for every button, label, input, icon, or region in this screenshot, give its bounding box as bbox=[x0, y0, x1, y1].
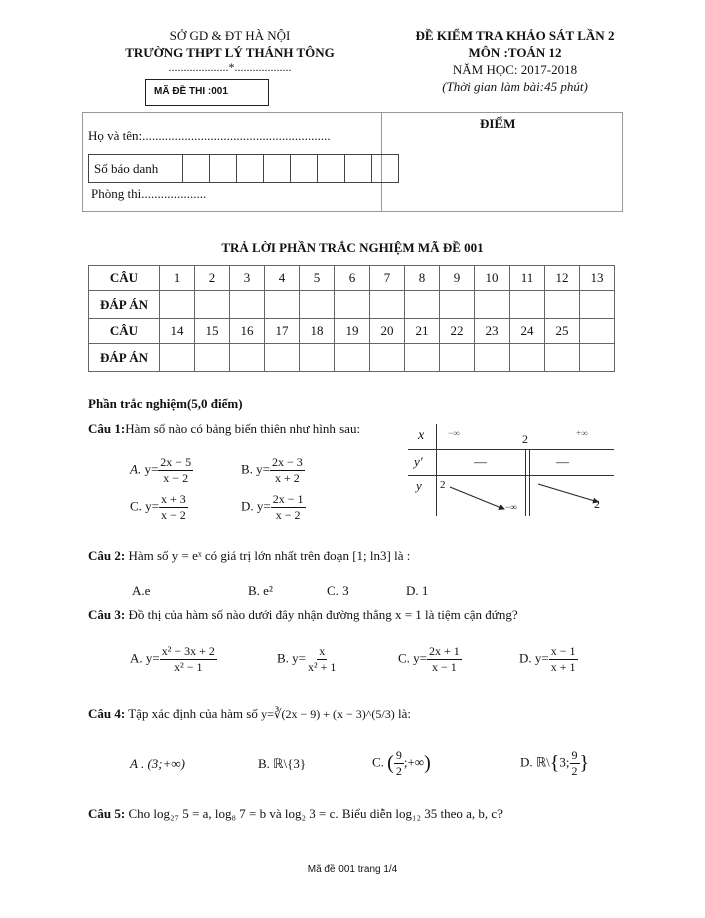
sbd-cell[interactable] bbox=[264, 155, 291, 183]
option-label: A. bbox=[130, 650, 143, 666]
paren-open: ( bbox=[387, 752, 394, 774]
answer-cell[interactable] bbox=[580, 291, 615, 319]
q3-option-a[interactable] bbox=[130, 644, 217, 675]
denominator: x − 1 bbox=[432, 660, 457, 674]
question-number: 25 bbox=[545, 319, 580, 344]
fraction bbox=[427, 644, 462, 675]
q4-text: Tập xác định của hàm số bbox=[128, 706, 258, 721]
q5-text: Cho log₂₇ 5 = a, log₈ 7 = b và log₂ 3 = c. Biểu diễn log₁₂ 35 theo a, b, c? bbox=[128, 806, 503, 821]
bbt-y-right: 2 bbox=[594, 497, 600, 511]
room-field[interactable]: Phòng thi.................... bbox=[91, 186, 207, 201]
fraction bbox=[570, 748, 580, 779]
answer-cell[interactable] bbox=[510, 344, 545, 372]
question-number: 1 bbox=[160, 266, 195, 291]
denominator: x − 2 bbox=[163, 471, 189, 485]
exam-time: (Thời gian làm bài:45 phút) bbox=[442, 79, 588, 94]
numerator: 9 bbox=[571, 748, 578, 762]
option-label: D. ℝ\ bbox=[520, 754, 550, 770]
variation-table bbox=[408, 424, 614, 516]
q1-option-d[interactable] bbox=[241, 492, 306, 523]
question-3 bbox=[88, 607, 518, 623]
score-label: ĐIỂM bbox=[480, 116, 516, 131]
q3-label: Câu 3: bbox=[88, 607, 126, 622]
question-number: 24 bbox=[510, 319, 545, 344]
exam-year: NĂM HỌC: 2017-2018 bbox=[452, 62, 578, 77]
answer-cell[interactable] bbox=[580, 344, 615, 372]
exam-subject: MÔN :TOÁN 12 bbox=[468, 45, 562, 60]
numerator: 2x − 3 bbox=[272, 455, 303, 469]
numerator: 9 bbox=[395, 748, 402, 762]
question-number bbox=[580, 319, 615, 344]
answer-cell[interactable] bbox=[545, 291, 580, 319]
numerator: 2x − 5 bbox=[160, 455, 192, 469]
fraction bbox=[158, 455, 193, 486]
question-number: 22 bbox=[440, 319, 475, 344]
bbt-y-mid: −∞ bbox=[505, 502, 517, 512]
question-number: 15 bbox=[195, 319, 230, 344]
bbt-neg-inf: −∞ bbox=[448, 428, 460, 438]
dap-an-header: ĐÁP ÁN bbox=[89, 344, 160, 372]
answer-cell[interactable] bbox=[230, 344, 265, 372]
y-equals: y= bbox=[256, 498, 271, 514]
q4-option-a[interactable]: A . (3;+∞) bbox=[130, 756, 185, 771]
cau-header: CÂU bbox=[89, 266, 160, 291]
q2-label: Câu 2: bbox=[88, 548, 126, 563]
denominator: x − 2 bbox=[161, 508, 186, 522]
answer-cell[interactable] bbox=[195, 344, 230, 372]
question-number: 14 bbox=[160, 319, 195, 344]
bbt-two: 2 bbox=[522, 432, 528, 446]
decrease-arrow bbox=[538, 484, 598, 502]
answer-cell[interactable] bbox=[265, 344, 300, 372]
answer-cell[interactable] bbox=[405, 344, 440, 372]
q3-option-b[interactable] bbox=[277, 644, 338, 675]
answer-cell[interactable] bbox=[230, 291, 265, 319]
question-number: 9 bbox=[440, 266, 475, 291]
sbd-cell[interactable] bbox=[372, 155, 399, 183]
fraction bbox=[159, 492, 188, 523]
bbt-x: x bbox=[418, 428, 425, 443]
answer-title: TRẢ LỜI PHẦN TRẮC NGHIỆM MÃ ĐỀ 001 bbox=[221, 240, 484, 255]
answer-cell[interactable] bbox=[510, 291, 545, 319]
fraction bbox=[160, 644, 217, 675]
option-label: C. bbox=[130, 498, 142, 514]
sbd-label: Số báo danh bbox=[89, 155, 183, 183]
denominator: x + 1 bbox=[550, 660, 576, 674]
answer-cell[interactable] bbox=[475, 344, 510, 372]
sbd-cell[interactable] bbox=[291, 155, 318, 183]
answer-cell[interactable] bbox=[335, 291, 370, 319]
sbd-table bbox=[88, 154, 399, 183]
question-number: 6 bbox=[335, 266, 370, 291]
question-2 bbox=[88, 548, 410, 564]
name-field[interactable]: Họ và tên:.......................................................... bbox=[88, 128, 331, 143]
option-label: B. bbox=[277, 650, 289, 666]
q1-option-c[interactable] bbox=[130, 492, 188, 523]
sbd-cell[interactable] bbox=[318, 155, 345, 183]
q4-function: y=∛(2x − 9) + (x − 3)^(5/3) bbox=[261, 707, 395, 721]
q5-label: Câu 5: bbox=[88, 806, 126, 821]
header-stars: ....................*................... bbox=[168, 60, 292, 74]
numerator: 2x + 1 bbox=[429, 644, 460, 658]
q2-text: Hàm số y = eˣ có giá trị lớn nhất trên đoạn [1; ln3] là : bbox=[128, 548, 411, 563]
answer-cell[interactable] bbox=[300, 291, 335, 319]
q3-option-d[interactable] bbox=[519, 644, 578, 675]
brace-open: { bbox=[549, 752, 560, 774]
q3-option-c[interactable] bbox=[398, 644, 462, 675]
denominator: x − 2 bbox=[275, 508, 301, 522]
brace-close: } bbox=[579, 752, 590, 774]
answer-cell[interactable] bbox=[335, 344, 370, 372]
exam-title: ĐỀ KIỂM TRA KHẢO SÁT LẦN 2 bbox=[415, 28, 615, 43]
option-label: D. bbox=[519, 650, 532, 666]
exam-code-box: MÃ ĐỀ THI :001 bbox=[145, 79, 269, 106]
answer-row-2 bbox=[89, 344, 615, 372]
interval-tail: ;+∞ bbox=[403, 754, 425, 770]
question-number: 12 bbox=[545, 266, 580, 291]
decrease-arrow bbox=[450, 487, 504, 509]
bbt-minus: — bbox=[556, 454, 569, 469]
answer-cell[interactable] bbox=[405, 291, 440, 319]
q4-tail: là: bbox=[397, 706, 411, 721]
option-label: B. bbox=[241, 461, 253, 477]
option-label: A. bbox=[130, 461, 142, 477]
question-number: 10 bbox=[475, 266, 510, 291]
q3-text: Đồ thị của hàm số nào dưới đây nhận đường thẳng x = 1 là tiệm cận đứng? bbox=[128, 607, 518, 622]
q1-option-a[interactable] bbox=[130, 455, 193, 486]
option-label: C. bbox=[398, 650, 410, 666]
sbd-cell[interactable] bbox=[210, 155, 237, 183]
answer-cell[interactable] bbox=[440, 344, 475, 372]
answer-cell[interactable] bbox=[370, 344, 405, 372]
question-row-2 bbox=[89, 319, 615, 344]
question-5 bbox=[88, 806, 503, 822]
question-number: 2 bbox=[195, 266, 230, 291]
answer-cell[interactable] bbox=[300, 344, 335, 372]
question-number: 20 bbox=[370, 319, 405, 344]
question-4 bbox=[88, 706, 411, 722]
question-number: 17 bbox=[265, 319, 300, 344]
fraction bbox=[394, 748, 404, 779]
question-number: 13 bbox=[580, 266, 615, 291]
q2-option-d[interactable]: D. 1 bbox=[406, 583, 429, 598]
bbt-minus: — bbox=[474, 454, 487, 469]
q1-text: Hàm số nào có bảng biến thiên như hình sau: bbox=[125, 421, 361, 436]
section-heading: Phần trắc nghiệm(5,0 điểm) bbox=[88, 396, 243, 411]
answer-cell[interactable] bbox=[475, 291, 510, 319]
q4-option-d[interactable] bbox=[520, 748, 589, 779]
q1-label: Câu 1: bbox=[88, 421, 126, 436]
sbd-cell[interactable] bbox=[183, 155, 210, 183]
numerator: 2x − 1 bbox=[272, 492, 304, 506]
header-school: TRƯỜNG THPT LÝ THÁNH TÔNG bbox=[125, 45, 335, 60]
q1-option-b[interactable] bbox=[241, 455, 305, 486]
numerator: x bbox=[319, 644, 326, 658]
q2-option-b[interactable]: B. e² bbox=[248, 583, 273, 598]
answer-cell[interactable] bbox=[160, 344, 195, 372]
q4-option-c[interactable] bbox=[372, 748, 431, 779]
y-equals: y= bbox=[145, 650, 160, 666]
dap-an-header: ĐÁP ÁN bbox=[89, 291, 160, 319]
bbt-pos-inf: +∞ bbox=[576, 428, 588, 438]
question-number: 4 bbox=[265, 266, 300, 291]
numerator: x − 1 bbox=[550, 644, 576, 658]
set-prefix: 3; bbox=[559, 754, 570, 770]
y-equals: y= bbox=[413, 650, 428, 666]
answer-cell[interactable] bbox=[370, 291, 405, 319]
question-number: 19 bbox=[335, 319, 370, 344]
y-equals: y= bbox=[292, 650, 307, 666]
sbd-cell[interactable] bbox=[237, 155, 264, 183]
option-label: D. bbox=[241, 498, 254, 514]
header-dept: SỞ GD & ĐT HÀ NỘI bbox=[169, 28, 291, 43]
question-number: 7 bbox=[370, 266, 405, 291]
question-row-1 bbox=[89, 266, 615, 291]
numerator: x² − 3x + 2 bbox=[161, 644, 215, 658]
fraction bbox=[270, 455, 305, 486]
answer-cell[interactable] bbox=[195, 291, 230, 319]
y-equals: y= bbox=[256, 461, 271, 477]
question-number: 21 bbox=[405, 319, 440, 344]
fraction bbox=[549, 644, 578, 675]
sbd-cell[interactable] bbox=[345, 155, 372, 183]
paren-close: ) bbox=[424, 752, 431, 774]
answer-cell[interactable] bbox=[440, 291, 475, 319]
bbt-y: y bbox=[416, 478, 422, 493]
question-number: 5 bbox=[300, 266, 335, 291]
fraction bbox=[271, 492, 306, 523]
q4-option-b[interactable]: B. ℝ\{3} bbox=[258, 756, 307, 771]
question-1 bbox=[88, 421, 360, 437]
q4-label: Câu 4: bbox=[88, 706, 126, 721]
answer-cell[interactable] bbox=[545, 344, 580, 372]
bbt-arrows bbox=[408, 424, 614, 516]
denominator: x + 2 bbox=[275, 471, 300, 485]
answer-cell[interactable] bbox=[160, 291, 195, 319]
page-footer: Mã đề 001 trang 1/4 bbox=[307, 864, 398, 875]
q2-option-c[interactable]: C. 3 bbox=[327, 583, 349, 598]
cau-header: CÂU bbox=[89, 319, 160, 344]
numerator: x + 3 bbox=[161, 492, 186, 506]
question-number: 8 bbox=[405, 266, 440, 291]
bbt-yprime: y' bbox=[414, 454, 423, 469]
denominator: x² + 1 bbox=[308, 660, 337, 674]
fraction bbox=[306, 644, 338, 675]
question-number: 23 bbox=[475, 319, 510, 344]
question-number: 3 bbox=[230, 266, 265, 291]
bbt-y-left: 2 bbox=[440, 479, 446, 491]
question-number: 16 bbox=[230, 319, 265, 344]
denominator: 2 bbox=[395, 764, 402, 778]
y-equals: y= bbox=[144, 461, 159, 477]
answer-cell[interactable] bbox=[265, 291, 300, 319]
y-equals: y= bbox=[534, 650, 549, 666]
answer-table bbox=[88, 265, 615, 372]
question-number: 11 bbox=[510, 266, 545, 291]
y-equals: y= bbox=[145, 498, 160, 514]
q2-option-a[interactable]: A.e bbox=[132, 583, 151, 598]
denominator: x² − 1 bbox=[174, 660, 203, 674]
question-number: 18 bbox=[300, 319, 335, 344]
option-label: C. bbox=[372, 754, 384, 770]
denominator: 2 bbox=[571, 764, 578, 778]
answer-row-1 bbox=[89, 291, 615, 319]
